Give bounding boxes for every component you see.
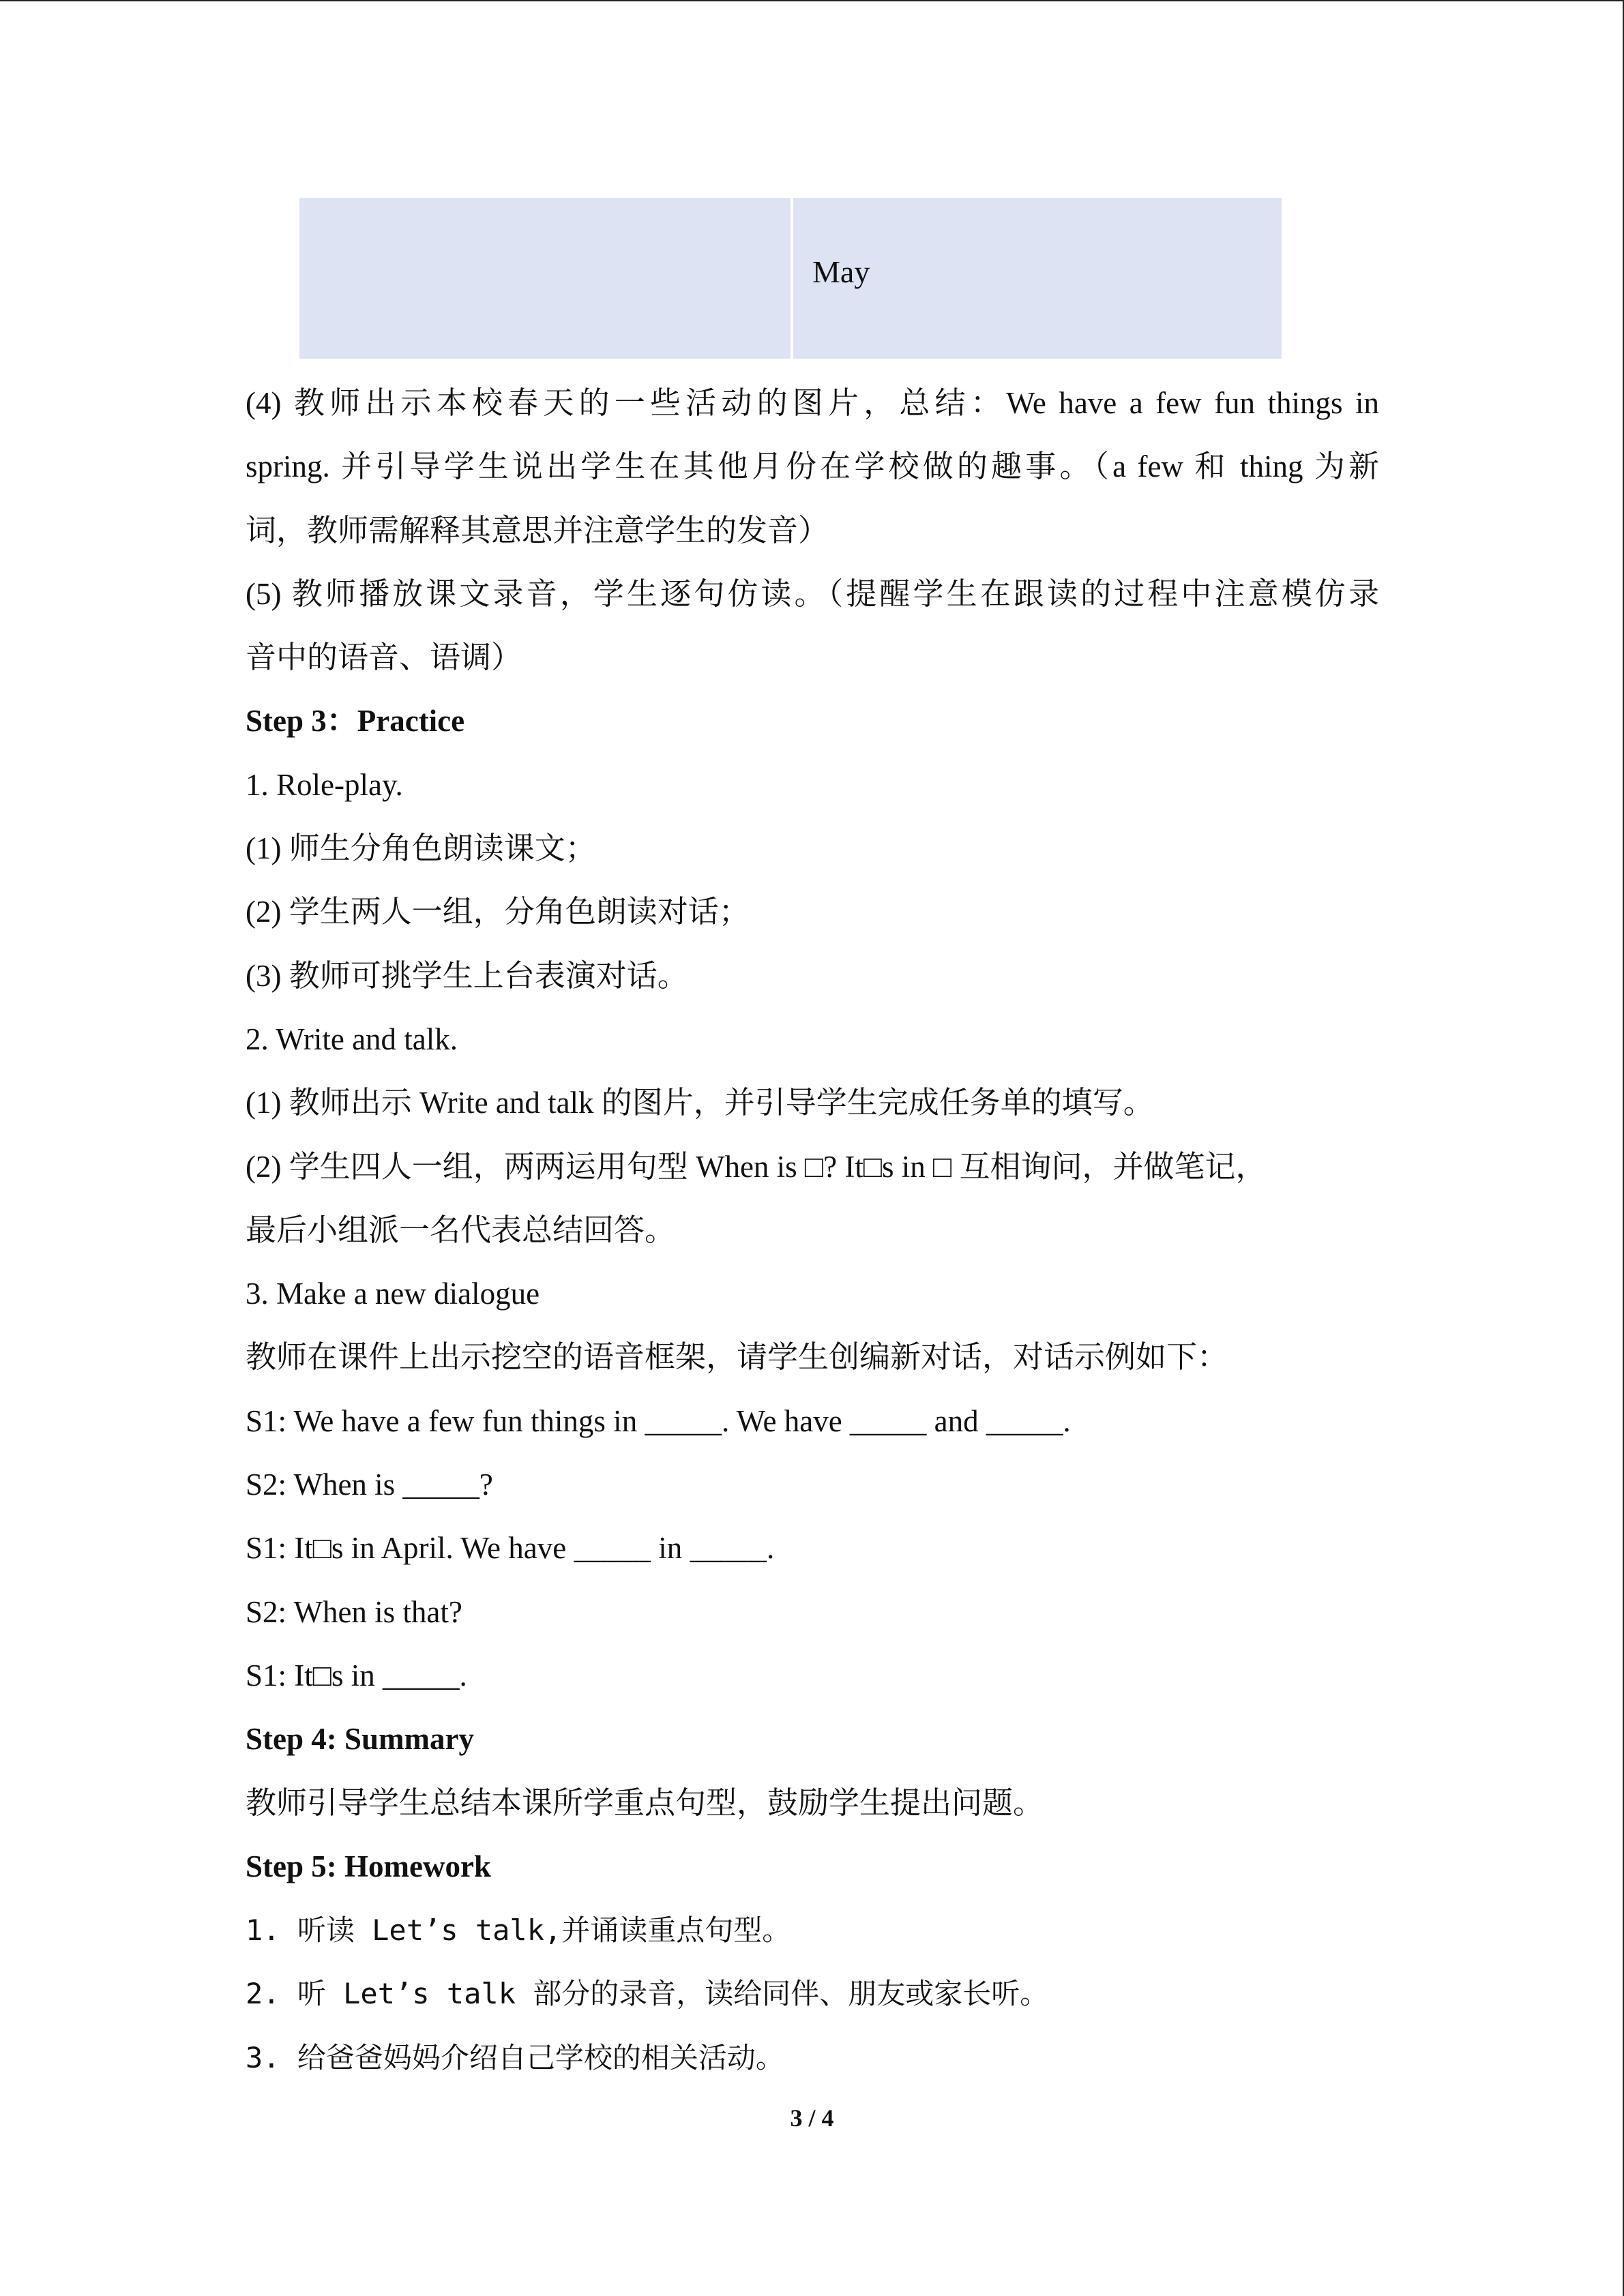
body-line: 1. 听读 Let’s talk,并诵读重点句型。: [246, 1913, 791, 1948]
body-line: 3. Make a new dialogue: [246, 1277, 540, 1311]
body-line: (1) 教师出示 Write and talk 的图片，并引导学生完成任务单的填写。: [246, 1086, 1154, 1120]
table-cell-text: May: [812, 254, 870, 289]
page-number: 3 / 4: [790, 2104, 834, 2132]
body-line: (2) 学生两人一组，分角色朗读对话；: [246, 895, 750, 929]
body-line: 3. 给爸爸妈妈介绍自己学校的相关活动。: [246, 2040, 784, 2074]
body-line: S2: When is that?: [246, 1594, 462, 1629]
body-line: (2) 学生四人一组，两两运用句型 When is □? It□s in □ 互相询问，并做笔记，: [246, 1149, 1267, 1184]
table-cell-empty: [299, 198, 791, 359]
body-line: S1: It□s in _____.: [246, 1658, 467, 1693]
body-line: 最后小组派一名代表总结回答。: [246, 1212, 676, 1247]
body-line: (1) 师生分角色朗读课文；: [246, 831, 596, 866]
page-border-top: [0, 0, 1624, 1]
body-line: S1: It□s in April. We have _____ in _____.: [246, 1531, 775, 1566]
body-line: 2. Write and talk.: [246, 1022, 458, 1056]
body-line: S1: We have a few fun things in _____. We have _____ and _____.: [246, 1403, 1071, 1438]
body-line: 教师在课件上出示挖空的语音框架，请学生创编新对话，对话示例如下：: [246, 1340, 1228, 1375]
section-heading: Step 4: Summary: [246, 1722, 474, 1757]
body-line: (4) 教师出示本校春天的一些活动的图片，总结：We have a few fun things in: [246, 386, 1379, 420]
month-table: [299, 198, 1282, 359]
body-line: spring. 并引导学生说出学生在其他月份在学校做的趣事。（a few 和 thing 为新: [246, 449, 1379, 484]
body-line: (5) 教师播放课文录音，学生逐句仿读。（提醒学生在跟读的过程中注意模仿录: [246, 576, 1379, 611]
body-line: S2: When is _____?: [246, 1467, 493, 1502]
table-cell-month: [793, 198, 1282, 359]
document-body: [246, 372, 1379, 2089]
body-line: 教师引导学生总结本课所学重点句型，鼓励学生提出问题。: [246, 1785, 1044, 1820]
body-line: 1. Role-play.: [246, 767, 403, 802]
body-line: 音中的语音、语调）: [246, 640, 522, 675]
body-line: (3) 教师可挑学生上台表演对话。: [246, 958, 688, 993]
section-heading: Step 3：Practice: [246, 704, 465, 739]
body-line: 2. 听 Let’s talk 部分的录音，读给同伴、朋友或家长听。: [246, 1977, 1049, 2011]
section-heading: Step 5: Homework: [246, 1849, 491, 1883]
body-line: 词，教师需解释其意思并注意学生的发音）: [246, 513, 829, 548]
